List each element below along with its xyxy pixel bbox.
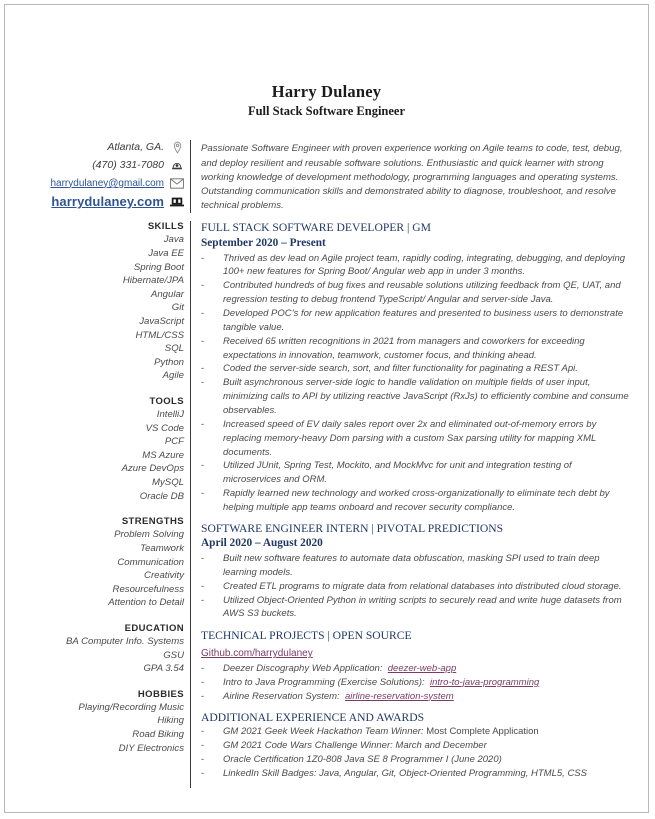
- sidebar-item: BA Computer Info. Systems: [65, 635, 184, 647]
- bullet-item: [201, 252, 632, 280]
- sidebar-item: MS Azure: [142, 449, 184, 461]
- bullet-dash: -: [201, 363, 205, 375]
- bullet-text: Utilized Object-Oriented Python in writing scripts to securely read and write huge datasets from AWS S3 buckets.: [223, 594, 622, 620]
- experience-entry: [201, 522, 632, 621]
- bullet-text: Thrived as dev lead on Agile project team, rapidly coding, integrating, debugging, and deploying 100+ new features for Spring Boot/ Angular web app in under 3 months.: [223, 252, 626, 278]
- sidebar-section: [5, 221, 184, 383]
- bullet-item: [201, 418, 632, 460]
- bullet-item: [201, 594, 632, 622]
- sidebar-item: Python: [154, 356, 184, 368]
- job-title: FULL STACK SOFTWARE DEVELOPER | GM: [201, 221, 431, 235]
- contact-phone-row: [5, 158, 190, 172]
- awards-title: ADDITIONAL EXPERIENCE AND AWARDS: [201, 711, 425, 725]
- bullet-dash: -: [201, 662, 205, 674]
- sidebar-section-heading: TOOLS: [149, 396, 184, 408]
- award-item: [201, 739, 632, 753]
- summary-block: [190, 140, 648, 213]
- project-link[interactable]: airline-reservation-system: [344, 690, 454, 702]
- bullet-dash: -: [201, 552, 205, 564]
- bullet-text: Coded the server-side search, sort, and filter functionality for paginating a REST Api.: [223, 363, 578, 375]
- sidebar-item: HTML/CSS: [135, 329, 184, 341]
- project-link[interactable]: deezer-web-app: [387, 662, 457, 674]
- sidebar-section-heading: EDUCATION: [124, 622, 184, 634]
- sidebar-section: [5, 689, 184, 755]
- bullet-dash: -: [201, 488, 205, 500]
- sidebar-section-heading: STRENGTHS: [121, 516, 184, 528]
- bullet-dash: -: [201, 754, 205, 766]
- sidebar-item: JavaScript: [139, 316, 184, 327]
- map-pin-icon: [170, 140, 184, 154]
- page-title: Harry Dulaney: [271, 82, 382, 101]
- sidebar-item: Angular: [150, 288, 184, 300]
- telephone-icon: [170, 158, 184, 172]
- sidebar-item: Java: [163, 234, 184, 246]
- summary-text: Passionate Software Engineer with proven experience working on Agile teams to code, test, debug, and deploy resilient and reusable software solutions. Enthusiastic and quick learner with strong working knowledge of development methodology, programming languages and operating systems. Outstanding communication skills and demonstrated ability to diagnose, troubleshoot, and resolve technical problems.: [201, 143, 623, 212]
- sidebar-item: Git: [171, 302, 184, 314]
- bullet-item: [201, 580, 632, 594]
- sidebar-item: Azure DevOps: [121, 463, 184, 475]
- website-link[interactable]: harrydulaney.com: [51, 194, 164, 210]
- bullet-dash: -: [201, 418, 205, 430]
- sidebar-item: PCF: [164, 436, 184, 448]
- bullet-item: [201, 362, 632, 376]
- project-link[interactable]: intro-to-java-programming: [429, 676, 540, 688]
- bullet-dash: -: [201, 460, 205, 472]
- contact-block: [5, 140, 190, 213]
- projects-title: TECHNICAL PROJECTS | OPEN SOURCE: [201, 629, 412, 643]
- bullet-dash: -: [201, 594, 205, 606]
- award-item: [201, 767, 632, 781]
- sidebar: [5, 221, 190, 788]
- job-dates: September 2020 – Present: [201, 236, 326, 249]
- sidebar-item: MySQL: [152, 477, 184, 489]
- sidebar-item: Hibernate/JPA: [122, 275, 184, 287]
- award-detail: Most Complete Application: [423, 726, 539, 738]
- sidebar-item: Teamwork: [140, 542, 184, 554]
- sidebar-item: GSU: [163, 649, 184, 661]
- project-label: Deezer Discography Web Application:: [223, 662, 383, 674]
- award-text: [223, 753, 632, 767]
- bullet-item: [201, 307, 632, 335]
- sidebar-item: DIY Electronics: [118, 742, 184, 754]
- sidebar-item: Creativity: [144, 570, 184, 582]
- award-item: [201, 753, 632, 767]
- bullet-text: Increased speed of EV daily sales report over 2x and eliminated out-of-memory errors by replacing memory-heavy Dom parsing with a custom Sax parsing utility for mapping XML documents.: [223, 418, 597, 458]
- main-content: [190, 221, 648, 788]
- job-title: SOFTWARE ENGINEER INTERN | PIVOTAL PREDICTIONS: [201, 521, 504, 535]
- email-link[interactable]: harrydulaney@gmail.com: [50, 177, 164, 189]
- bullet-item: [201, 279, 632, 307]
- contact-phone: (470) 331-7080: [92, 159, 164, 172]
- sidebar-item: Attention to Detail: [108, 597, 184, 609]
- github-link[interactable]: Github.com/harrydulaney: [201, 648, 313, 660]
- award-item: [201, 725, 632, 739]
- project-item[interactable]: [201, 676, 632, 690]
- bullet-item: [201, 552, 632, 580]
- bullet-text: Built asynchronous server-side logic to handle validation on multiple fields of user input, minimizing calls to API by utilizing reactive JavaScript (RxJs) to efficiently combine and consume observables.: [223, 377, 629, 416]
- resume-page: [4, 4, 649, 813]
- contact-location: Atlanta, GA.: [107, 141, 164, 154]
- award-text: [223, 767, 632, 781]
- sidebar-item: Oracle DB: [139, 490, 184, 502]
- contact-website-row[interactable]: [5, 194, 190, 209]
- bullet-dash: -: [201, 307, 205, 319]
- sidebar-item: VS Code: [145, 422, 184, 434]
- award-label: GM 2021 Code Wars Challenge Winner: March and December: [223, 740, 487, 752]
- sidebar-section: [5, 396, 184, 503]
- sidebar-item: Resourcefulness: [112, 583, 184, 595]
- sidebar-item: Spring Boot: [133, 261, 184, 273]
- sidebar-item: Road Biking: [132, 729, 184, 741]
- sidebar-item: Communication: [117, 556, 184, 568]
- laptop-icon: [170, 195, 184, 209]
- sidebar-section: [5, 623, 184, 676]
- sidebar-section-heading: HOBBIES: [137, 688, 184, 700]
- bullet-dash: -: [201, 768, 205, 780]
- project-label: Intro to Java Programming (Exercise Solutions):: [223, 676, 425, 688]
- bullet-dash: -: [201, 690, 205, 702]
- sidebar-item: GPA 3.54: [143, 663, 184, 675]
- project-text: [223, 662, 632, 676]
- award-text: [223, 725, 632, 739]
- project-text: [223, 676, 632, 690]
- experience-entry: [201, 221, 632, 514]
- envelope-icon: [170, 176, 184, 190]
- project-text: [223, 690, 632, 704]
- sidebar-item: SQL: [164, 343, 184, 355]
- bullet-item: [201, 376, 632, 418]
- bullet-text: Built new software features to automate data obfuscation, masking SPI used to train deep learning models.: [223, 552, 600, 578]
- contact-location-row: [5, 140, 190, 154]
- bullet-dash: -: [201, 580, 205, 592]
- bullet-dash: -: [201, 335, 205, 347]
- bullet-dash: -: [201, 252, 205, 264]
- contact-and-summary: [5, 140, 648, 213]
- bullet-item: [201, 459, 632, 487]
- awards-section: [201, 710, 632, 781]
- bullet-text: Developed POC’s for new application features and presented to business users to demonstrate tangible value.: [223, 307, 624, 333]
- project-label: Airline Reservation System:: [223, 690, 340, 702]
- bullet-dash: -: [201, 377, 205, 389]
- sidebar-section-heading: SKILLS: [147, 221, 184, 233]
- bullet-dash: -: [201, 280, 205, 292]
- bullet-item: [201, 335, 632, 363]
- sidebar-item: Java EE: [148, 247, 184, 259]
- sidebar-item: IntelliJ: [156, 409, 184, 421]
- project-item[interactable]: [201, 690, 632, 704]
- bullet-dash: -: [201, 676, 205, 688]
- sidebar-item: Problem Solving: [114, 529, 184, 541]
- bullet-text: Utilized JUnit, Spring Test, Mockito, and MockMvc for unit and integration testing of microservices and ORM.: [223, 460, 572, 486]
- sidebar-item: Hiking: [157, 715, 184, 727]
- sidebar-item: Playing/Recording Music: [78, 701, 184, 713]
- resume-header: [5, 5, 648, 118]
- bullet-text: Received 65 written recognitions in 2021 from managers and coworkers for exceeding expectations in innovation, teamwork, customer focus, and thinking ahead.: [223, 335, 585, 361]
- bullet-item: [201, 487, 632, 515]
- award-label: GM 2021 Geek Week Hackathon Team Winner:: [223, 726, 424, 738]
- bullet-dash: -: [201, 740, 205, 752]
- bullet-text: Contributed hundreds of bug fixes and reusable solutions utilizing feedback from QE, UAT, and regression testing to debug frontend TypeScript/ Angular and server-side Java.: [223, 280, 621, 306]
- projects-section: [201, 628, 632, 703]
- award-text: [223, 739, 632, 753]
- bullet-text: Created ETL programs to migrate data from relational databases into distributed cloud storage.: [223, 580, 622, 592]
- sidebar-item: Agile: [162, 370, 184, 382]
- award-label: LinkedIn Skill Badges: Java, Angular, Git, Object-Oriented Programming, HTML5, CSS: [223, 768, 587, 780]
- award-label: Oracle Certification 1Z0-808 Java SE 8 Programmer I (June 2020): [223, 754, 502, 766]
- job-dates: April 2020 – August 2020: [201, 537, 323, 550]
- resume-body: [5, 221, 648, 788]
- header-subtitle: Full Stack Software Engineer: [247, 103, 406, 118]
- bullet-dash: -: [201, 726, 205, 738]
- project-item[interactable]: [201, 662, 632, 676]
- github-link-row[interactable]: [201, 643, 632, 662]
- sidebar-section: [5, 516, 184, 610]
- contact-email-row[interactable]: [5, 176, 190, 190]
- bullet-text: Rapidly learned new technology and worked cross-organizationally to eliminate tech debt by helping multiple app teams onboard and recover security compliance.: [223, 488, 610, 513]
